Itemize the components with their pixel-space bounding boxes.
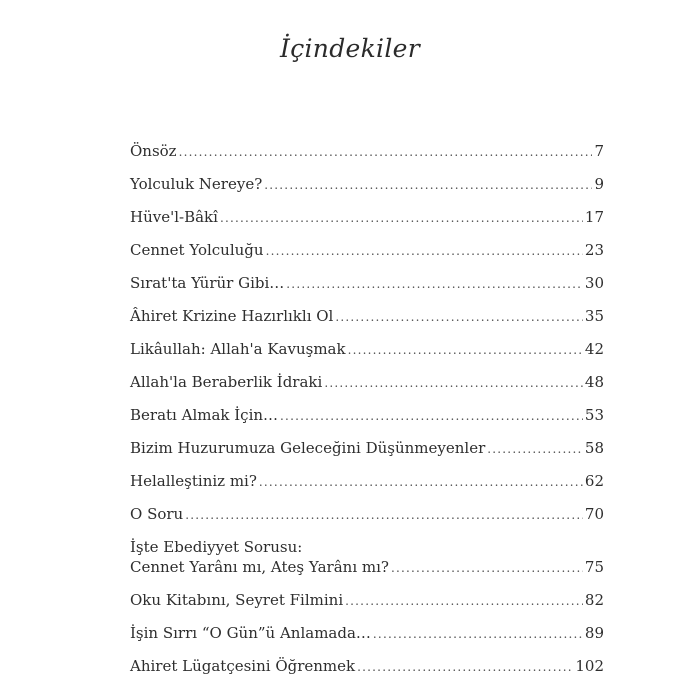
toc-entry[interactable]	[130, 587, 604, 620]
toc-entry-title: Likâullah: Allah'a Kavuşmak	[130, 340, 346, 358]
toc-entry[interactable]	[130, 270, 604, 303]
dot-leader	[335, 310, 583, 325]
dot-leader	[280, 409, 583, 424]
toc-page-number: 89	[584, 624, 604, 642]
toc-entry-title: Helalleştiniz mi?	[130, 472, 257, 490]
dot-leader	[487, 442, 583, 457]
toc-page-number: 30	[584, 274, 604, 292]
toc-entry[interactable]	[130, 237, 604, 270]
toc-entry[interactable]	[130, 204, 604, 237]
toc-entry-title: Âhiret Krizine Hazırlıklı Ol	[130, 307, 334, 325]
dot-leader	[324, 376, 583, 391]
toc-page-number: 70	[584, 505, 604, 523]
toc-entry[interactable]	[130, 369, 604, 402]
toc-entry-title: Ahiret Lügatçesini Öğrenmek	[130, 657, 356, 675]
toc-entry[interactable]	[130, 501, 604, 534]
toc-entry-title: Beratı Almak İçin…	[130, 406, 279, 424]
toc-entry-title: Oku Kitabını, Seyret Filmini	[130, 591, 344, 609]
toc-page-number: 58	[584, 439, 604, 457]
toc-page-number: 9	[594, 175, 604, 193]
toc-entry[interactable]	[130, 620, 604, 653]
toc-entry-title: Cennet Yolculuğu	[130, 241, 264, 259]
table-of-contents	[130, 138, 604, 686]
dot-leader	[357, 660, 573, 675]
toc-page-number: 17	[584, 208, 604, 226]
toc-entry-title: Cennet Yarânı mı, Ateş Yarânı mı?	[130, 558, 389, 576]
toc-page-number: 7	[594, 142, 604, 160]
toc-entry[interactable]	[130, 468, 604, 501]
dot-leader	[391, 561, 583, 576]
page-title: İçindekiler	[280, 34, 420, 63]
toc-entry-title: İşin Sırrı “O Gün”ü Anlamada…	[130, 624, 371, 642]
dot-leader	[220, 211, 583, 226]
toc-entry-title-line1: İşte Ebediyyet Sorusu:	[130, 538, 303, 556]
toc-page-number: 75	[584, 558, 604, 576]
dot-leader	[348, 343, 583, 358]
toc-entry[interactable]	[130, 171, 604, 204]
toc-page-number: 35	[584, 307, 604, 325]
toc-entry-title: Bizim Huzurumuza Geleceğini Düşünmeyenler	[130, 439, 486, 457]
dot-leader	[185, 508, 583, 523]
toc-entry[interactable]	[130, 303, 604, 336]
toc-page-number: 62	[584, 472, 604, 490]
toc-entry-title: O Soru	[130, 505, 184, 523]
toc-page-number: 102	[575, 657, 604, 675]
dot-leader	[266, 244, 583, 259]
toc-entry-title: Sırat'ta Yürür Gibi…	[130, 274, 285, 292]
dot-leader	[264, 178, 592, 193]
dot-leader	[345, 594, 583, 609]
toc-entry[interactable]	[130, 336, 604, 369]
toc-entry[interactable]	[130, 435, 604, 468]
dot-leader	[179, 145, 593, 160]
toc-entry[interactable]	[130, 402, 604, 435]
toc-entry-title: Önsöz	[130, 142, 177, 160]
toc-entry-title: Hüve'l-Bâkî	[130, 208, 218, 226]
dot-leader	[286, 277, 583, 292]
toc-entry-title: Yolculuk Nereye?	[130, 175, 263, 193]
toc-entry[interactable]	[130, 653, 604, 686]
toc-entry[interactable]	[130, 138, 604, 171]
toc-entry-title: Allah'la Beraberlik İdraki	[130, 373, 323, 391]
toc-page-number: 23	[584, 241, 604, 259]
toc-page-number: 48	[584, 373, 604, 391]
toc-entry[interactable]	[130, 534, 604, 587]
dot-leader	[259, 475, 583, 490]
toc-page-number: 53	[584, 406, 604, 424]
dot-leader	[373, 627, 583, 642]
toc-page-number: 42	[584, 340, 604, 358]
toc-page-number: 82	[584, 591, 604, 609]
